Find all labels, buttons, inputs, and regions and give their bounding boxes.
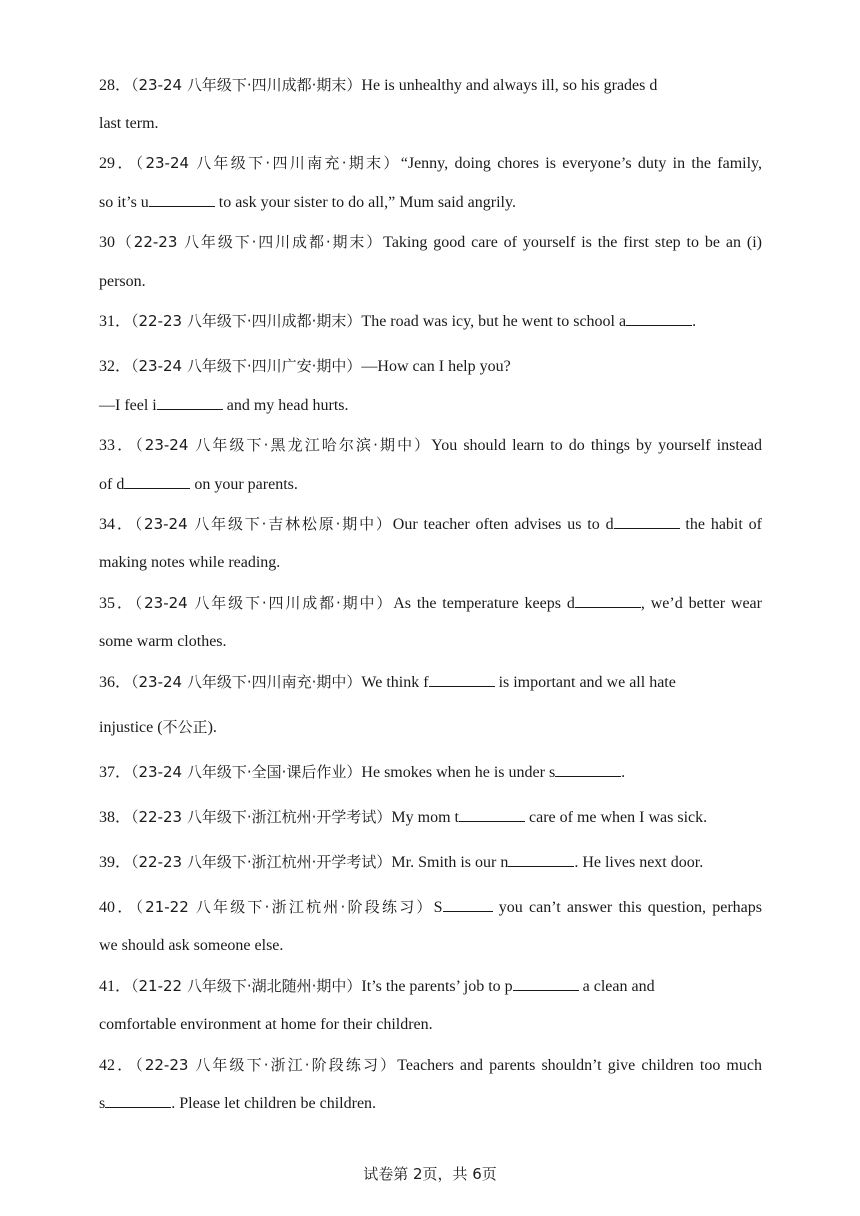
answer-blank[interactable] [124,474,190,489]
answer-blank[interactable] [575,593,641,608]
question-37-line-1: 37．（23-24 八年级下·全国·课后作业）He smokes when he is under s . [99,763,626,781]
question-source: （23-24 八年级下·吉林松原·期中） [134,515,393,533]
question-32-line-2: —I feel i and my head hurts. [99,397,349,414]
question-35-line-1: 35．（23-24 八年级下·四川成都·期中）As the temperature keeps d , we’d better wear [99,594,762,612]
question-34-line-1: 34．（23-24 八年级下·吉林松原·期中）Our teacher often advises us to d the habit of [99,515,762,533]
answer-blank[interactable] [513,976,579,991]
answer-blank[interactable] [508,852,574,867]
answer-blank[interactable] [105,1093,171,1108]
answer-blank[interactable] [157,395,223,410]
question-29-line-2: so it’s u to ask your sister to do all,” Mum said angrily. [99,194,516,211]
answer-blank[interactable] [555,762,621,777]
question-33-line-1: 33．（23-24 八年级下·黑龙江哈尔滨·期中）You should learn to do things by yourself instead [99,436,762,454]
question-source: （23-24 八年级下·黑龙江哈尔滨·期中） [135,436,432,454]
question-source: （22-23 八年级下·浙江杭州·开学考试） [131,808,392,826]
question-42-line-1: 42．（22-23 八年级下·浙江·阶段练习）Teachers and parents shouldn’t give children too much [99,1056,762,1074]
question-source: （23-24 八年级下·四川南充·期末） [135,154,401,172]
question-32-line-1: 32．（23-24 八年级下·四川广安·期中）—How can I help you? [99,357,511,375]
question-40-line-1: 40．（21-22 八年级下·浙江杭州·阶段练习）S you can’t answer this question, perhaps [99,898,762,916]
question-source: （22-23 八年级下·浙江杭州·开学考试） [131,853,392,871]
question-34-line-2: making notes while reading. [99,554,281,571]
answer-blank[interactable] [626,311,692,326]
question-source: （23-24 八年级下·四川南充·期中） [131,673,362,691]
question-source: （23-24 八年级下·四川成都·期中） [134,594,394,612]
question-40-line-2: we should ask someone else. [99,937,284,954]
question-source: （21-22 八年级下·浙江杭州·阶段练习） [135,898,434,916]
question-source: （21-22 八年级下·湖北随州·期中） [131,977,362,995]
question-30-line-1: 30（22-23 八年级下·四川成都·期末）Taking good care of yourself is the first step to be an (i) [99,233,762,251]
question-31-line-1: 31．（22-23 八年级下·四川成都·期末）The road was icy, but he went to school a . [99,312,697,330]
question-35-line-2: some warm clothes. [99,633,227,650]
question-source: （22-23 八年级下·四川成都·期末） [131,312,362,330]
question-36-line-1: 36．（23-24 八年级下·四川南充·期中）We think f is important and we all hate [99,673,676,691]
question-29-line-1: 29．（23-24 八年级下·四川南充·期末）“Jenny, doing chores is everyone’s duty in the family, [99,154,762,172]
answer-blank[interactable] [614,514,680,529]
question-source: （22-23 八年级下·四川成都·期末） [115,233,384,251]
question-36-line-2: injustice (不公正). [99,718,217,736]
question-source: （22-23 八年级下·浙江·阶段练习） [135,1056,398,1074]
answer-blank[interactable] [443,897,493,912]
question-source: （23-24 八年级下·四川成都·期末） [131,76,362,94]
question-30-line-2: person. [99,273,146,290]
question-33-line-2: of d on your parents. [99,476,298,493]
question-41-line-1: 41．（21-22 八年级下·湖北随州·期中）It’s the parents’ job to p a clean and [99,977,655,995]
answer-blank[interactable] [149,192,215,207]
question-41-line-2: comfortable environment at home for their children. [99,1016,433,1033]
question-source: （23-24 八年级下·四川广安·期中） [131,357,362,375]
page-footer: 试卷第 2页，共 6页 [363,1165,497,1183]
answer-blank[interactable] [459,807,525,822]
question-28-line-1: 28．（23-24 八年级下·四川成都·期末）He is unhealthy and always ill, so his grades d [99,76,658,94]
answer-blank[interactable] [429,672,495,687]
question-39-line-1: 39．（22-23 八年级下·浙江杭州·开学考试）Mr. Smith is our n . He lives next door. [99,853,704,871]
question-38-line-1: 38．（22-23 八年级下·浙江杭州·开学考试）My mom t care of me when I was sick. [99,808,708,826]
question-42-line-2: s . Please let children be children. [99,1095,377,1112]
question-source: （23-24 八年级下·全国·课后作业） [131,763,362,781]
question-28-line-2: last term. [99,115,159,132]
